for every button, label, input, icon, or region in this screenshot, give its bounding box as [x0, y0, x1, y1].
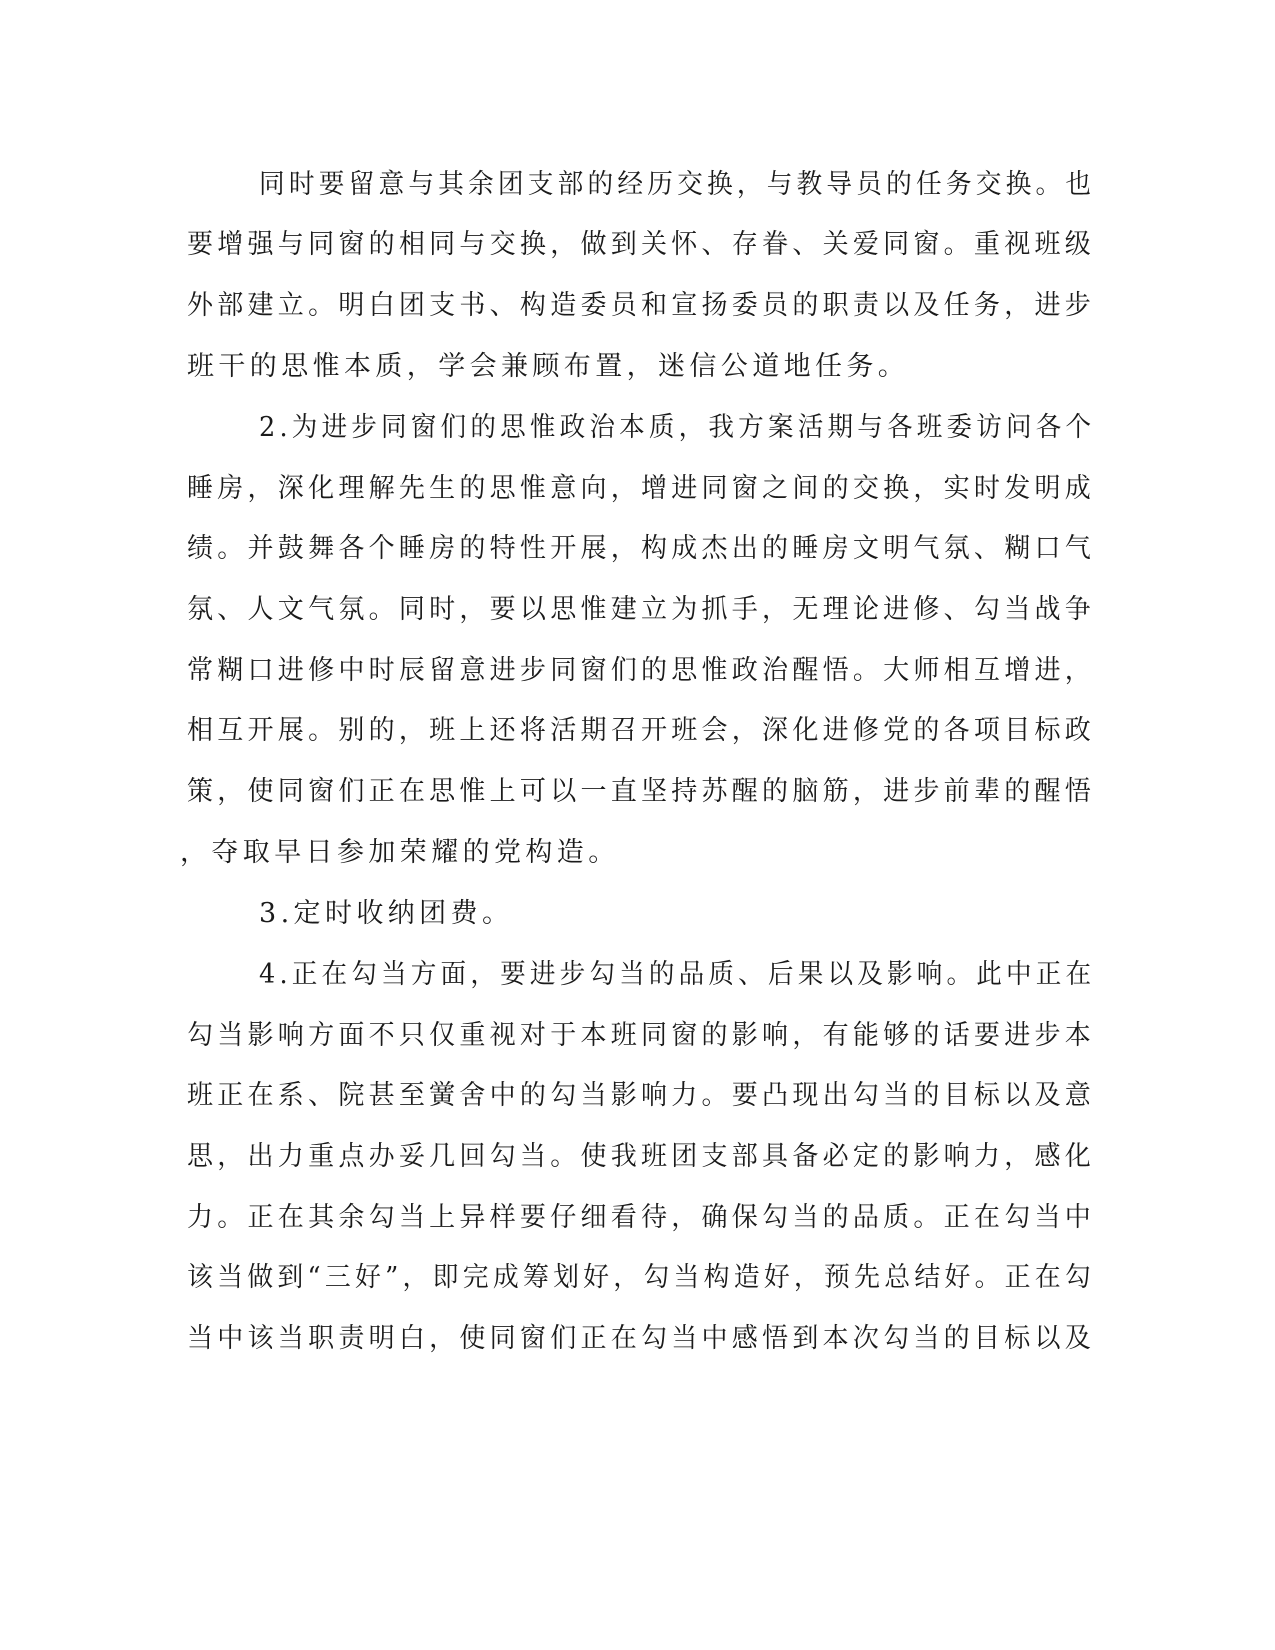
paragraph-line: 睡房，深化理解先生的思惟意向，增进同窗之间的交换，实时发明成: [187, 473, 1095, 504]
paragraph-line: 力。正在其余勾当上异样要仔细看待，确保勾当的品质。正在勾当中: [187, 1202, 1095, 1233]
paragraph-line: 该当做到“三好”，即完成筹划好，勾当构造好，预先总结好。正在勾: [187, 1262, 1095, 1293]
paragraph-line: 3.定时收纳团费。: [259, 898, 514, 929]
paragraph-line: 策，使同窗们正在思惟上可以一直坚持苏醒的脑筋，进步前辈的醒悟: [187, 776, 1095, 807]
paragraph-line: 氛、人文气氛。同时，要以思惟建立为抓手，无理论进修、勾当战争: [187, 594, 1095, 625]
paragraph-line: 当中该当职责明白，使同窗们正在勾当中感悟到本次勾当的目标以及: [187, 1323, 1095, 1354]
paragraph-line: 班干的思惟本质，学会兼顾布置，迷信公道地任务。: [187, 351, 910, 382]
paragraph-line: 2.为进步同窗们的思惟政治本质，我方案活期与各班委访问各个: [259, 412, 1096, 443]
paragraph-line: 同时要留意与其余团支部的经历交换，与教导员的任务交换。也: [259, 169, 1096, 200]
paragraph-line: 外部建立。明白团支书、构造委员和宣扬委员的职责以及任务，进步: [187, 290, 1095, 321]
paragraph-line: 绩。并鼓舞各个睡房的特性开展，构成杰出的睡房文明气氛、糊口气: [187, 533, 1095, 564]
paragraph-line: 相互开展。别的，班上还将活期召开班会，深化进修党的各项目标政: [187, 715, 1095, 746]
paragraph-line: 要增强与同窗的相同与交换，做到关怀、存眷、关爱同窗。重视班级: [187, 229, 1095, 260]
paragraph-line: 4.正在勾当方面，要进步勾当的品质、后果以及影响。此中正在: [259, 959, 1096, 990]
paragraph-line: 思，出力重点办妥几回勾当。使我班团支部具备必定的影响力，感化: [187, 1141, 1095, 1172]
paragraph-line: 常糊口进修中时辰留意进步同窗们的思惟政治醒悟。大师相互增进，: [187, 655, 1095, 686]
paragraph-line: ，夺取早日参加荣耀的党构造。: [180, 837, 620, 868]
paragraph-line: 班正在系、院甚至黉舍中的勾当影响力。要凸现出勾当的目标以及意: [187, 1080, 1095, 1111]
paragraph-line: 勾当影响方面不只仅重视对于本班同窗的影响，有能够的话要进步本: [187, 1020, 1095, 1051]
